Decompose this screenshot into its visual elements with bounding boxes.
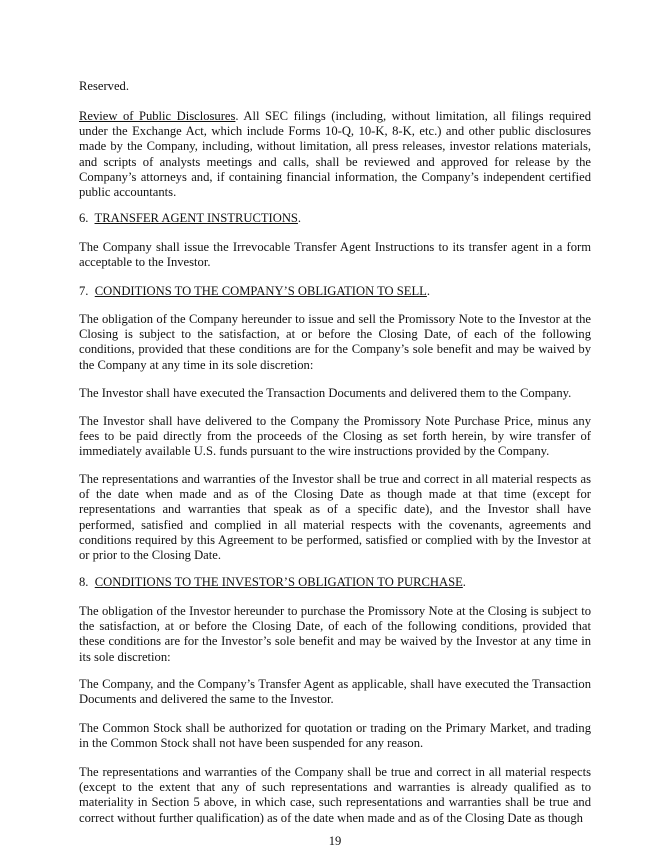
page-number: 19 [328,834,342,848]
section-7-trailer: . [426,284,431,298]
review-heading: Review of Public Disclosures [79,109,236,123]
section-7-condition-2: The Investor shall have delivered to the Company the Promissory Note Purchase Price, minus any fees to be paid directly from the proceeds of the Closing as set forth herein, by wire transfer of immediately available U.S. funds pursuant to the wire instructions provided by the Company. [79,414,591,459]
section-7-intro: The obligation of the Company hereunder to issue and sell the Promissory Note to the Investor at the Closing is subject to the satisfaction, at or before the Closing Date, of each of the following conditions, provided that these conditions are for the Company’s sole benefit and may be waived by the Company at any time in its sole discretion: [79,312,591,372]
reserved-paragraph: Reserved. [79,79,130,93]
review-paragraph [79,109,591,200]
review-body: . All SEC filings (including, without limitation, all filings required under the Exchange Act, which include Forms 10-Q, 10-K, 8-K, etc.) and other public disclosures made by the Company, including, without limitation, all press releases, investor relations materials, and scripts of analysts meetings and calls, shall be reviewed and approved for release by the Company’s attorneys and, if containing financial information, the Company’s independent certified public accountants. [79,109,591,200]
section-8-condition-2: The Common Stock shall be authorized for quotation or trading on the Primary Market, and trading in the Common Stock shall not have been suspended for any reason. [79,721,591,751]
section-7-heading [79,284,591,299]
section-8-number: 8. [79,575,89,589]
section-8-condition-1: The Company, and the Company’s Transfer Agent as applicable, shall have executed the Transaction Documents and delivered the same to the Investor. [79,677,591,707]
section-7-title: CONDITIONS TO THE COMPANY’S OBLIGATION TO SELL [94,284,427,298]
section-8-title: CONDITIONS TO THE INVESTOR’S OBLIGATION TO PURCHASE [94,575,463,589]
section-6-trailer: . [297,211,302,225]
section-6-body: The Company shall issue the Irrevocable Transfer Agent Instructions to its transfer agent in a form acceptable to the Investor. [79,240,591,270]
section-8-intro: The obligation of the Investor hereunder to purchase the Promissory Note at the Closing is subject to the satisfaction, at or before the Closing Date, of each of the following conditions, provided that these conditions are for the Investor’s sole benefit and may be waived by the Investor at any time in its sole discretion: [79,604,591,664]
section-6-number: 6. [79,211,89,225]
section-8-heading [79,575,591,590]
section-6-title: TRANSFER AGENT INSTRUCTIONS [94,211,298,225]
section-8-trailer: . [462,575,466,589]
section-7-condition-1: The Investor shall have executed the Transaction Documents and delivered them to the Company. [79,386,572,400]
section-7-number: 7. [79,284,89,298]
section-8-condition-3: The representations and warranties of the Company shall be true and correct in all material respects (except to the extent that any of such representations and warranties is already qualified as to materiality in Section 5 above, in which case, such representations and warranties shall be true and correct without further qualification) as of the date when made and as of the Closing Date as though [79,765,591,825]
section-6-heading [79,211,591,226]
section-7-condition-3: The representations and warranties of the Investor shall be true and correct in all material respects as of the date when made and as of the Closing Date as though made at that time (except for representations and warranties that speak as of a specific date), and the Investor shall have performed, satisfied and complied in all material respects with the covenants, agreements and conditions required by this Agreement to be performed, satisfied or complied with by the Investor at or prior to the Closing Date. [79,472,591,563]
